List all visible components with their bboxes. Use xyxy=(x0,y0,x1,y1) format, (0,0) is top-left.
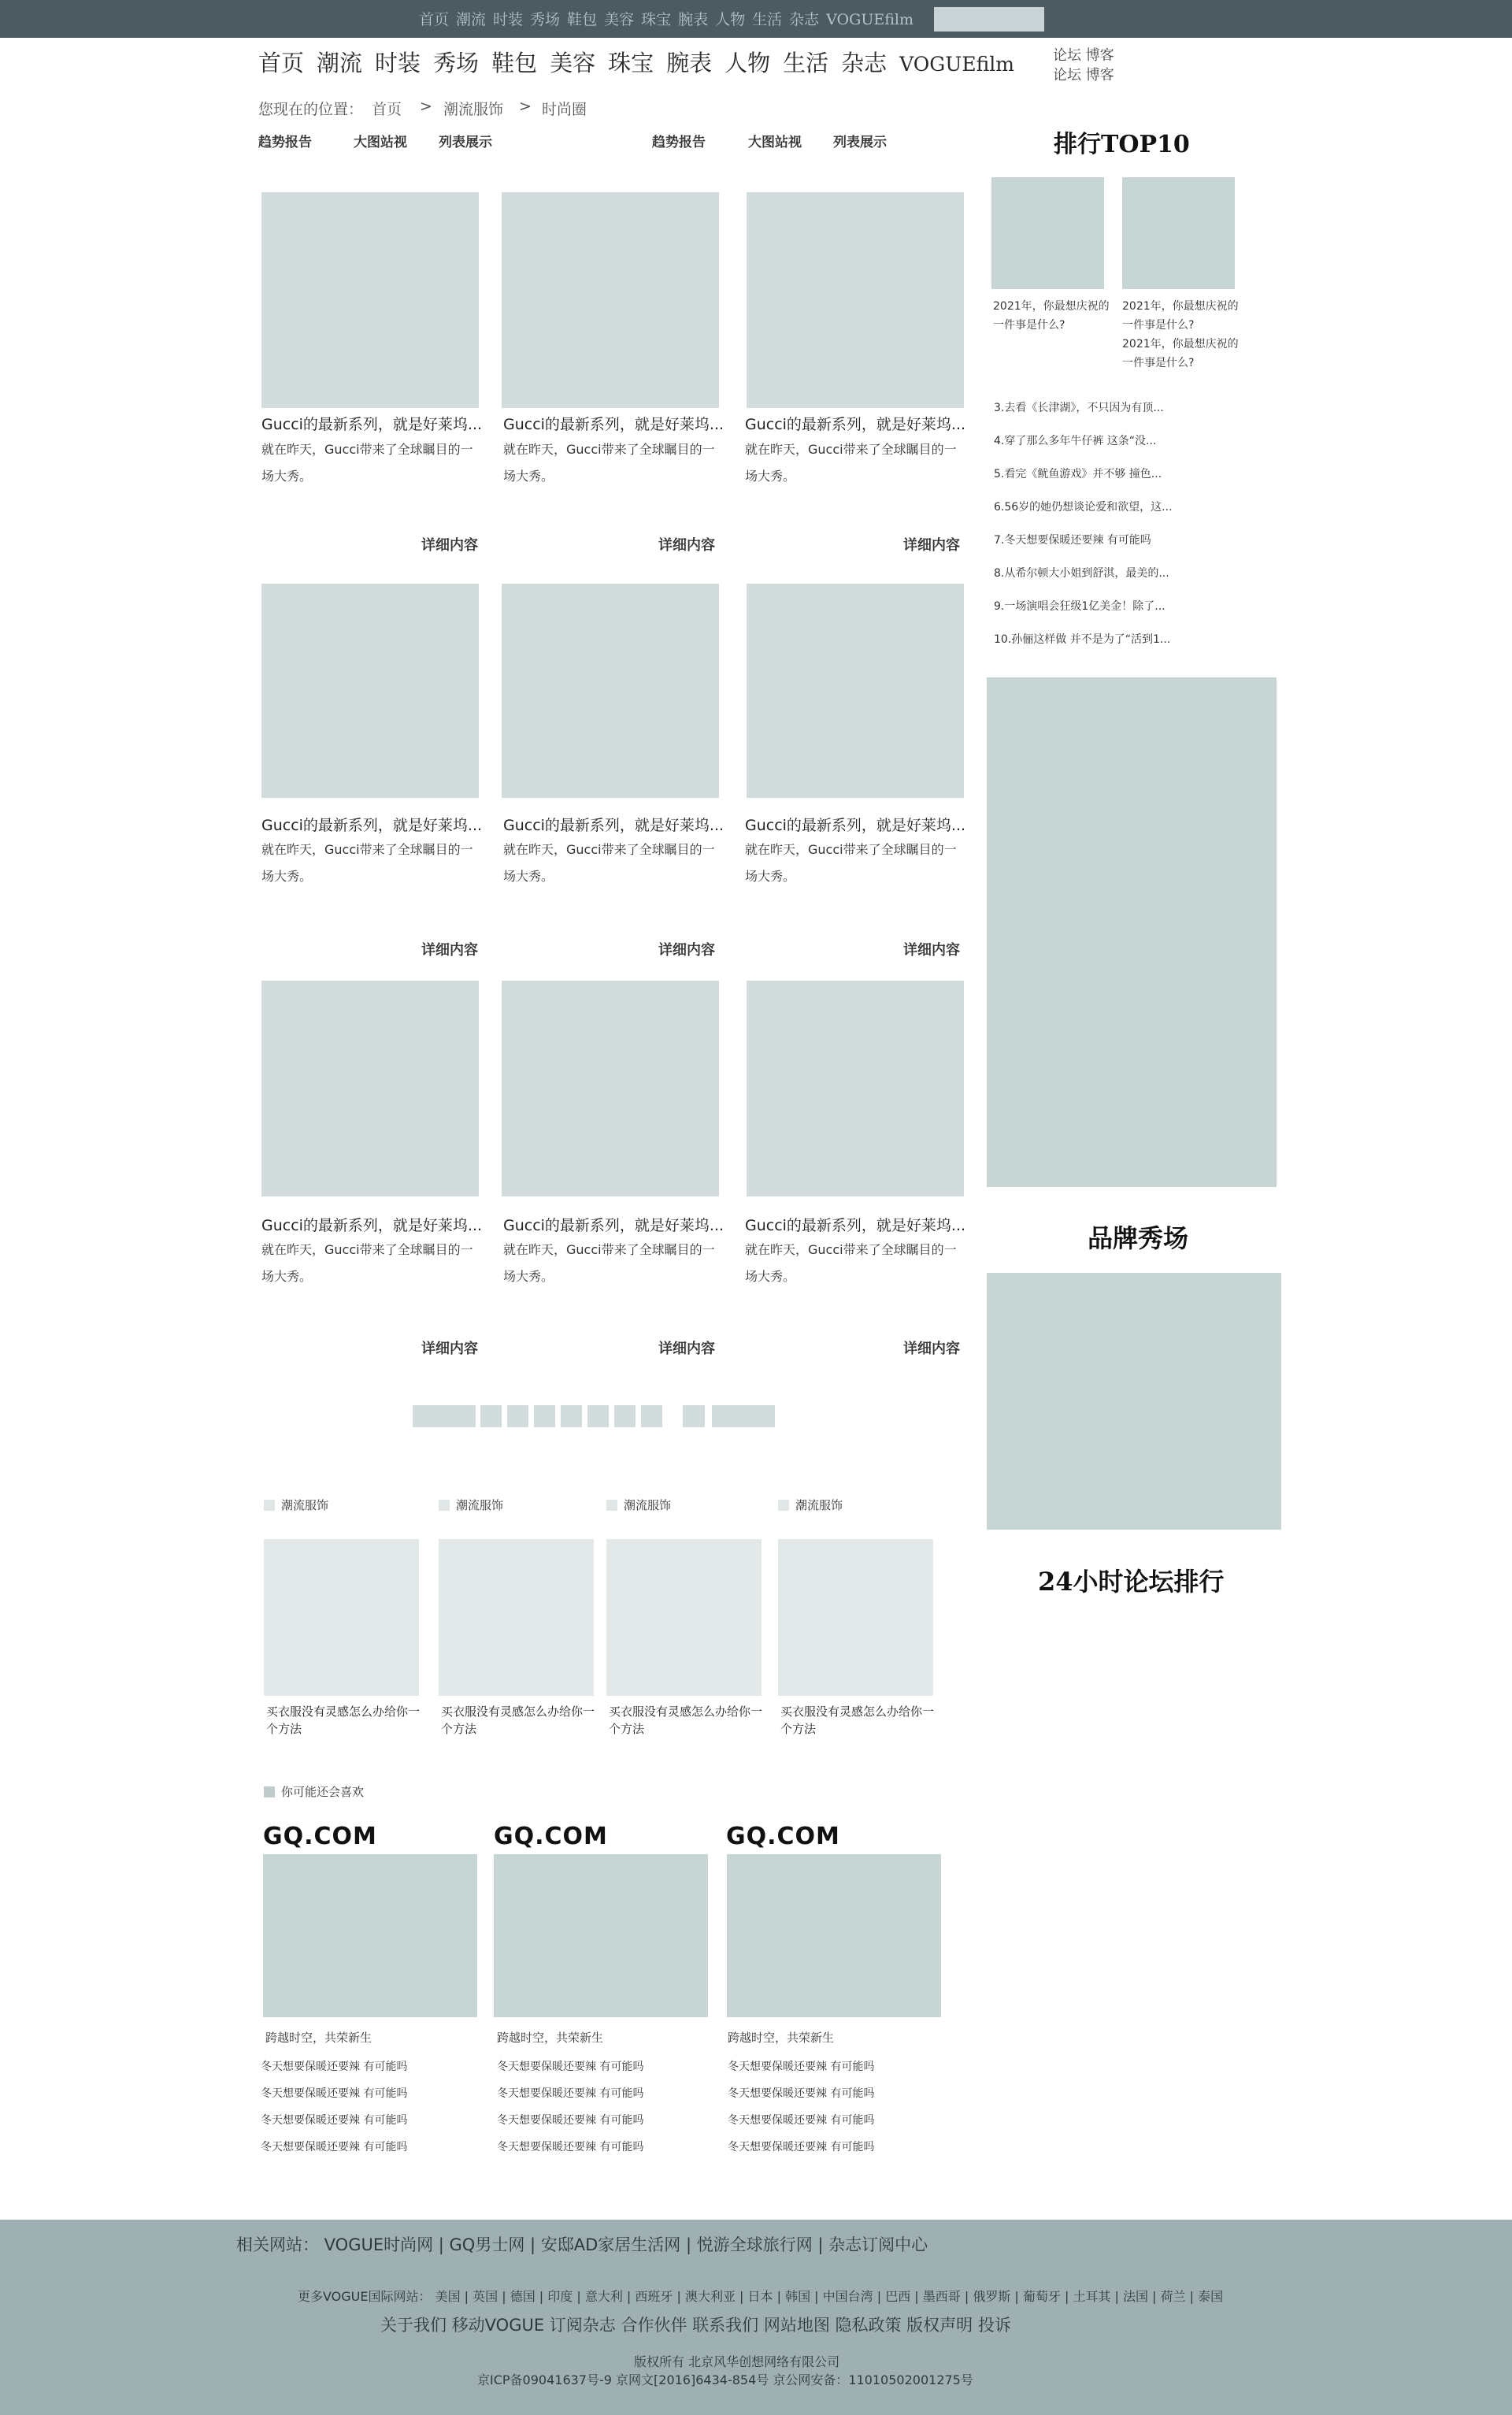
next-page-button[interactable] xyxy=(712,1405,775,1427)
article-title[interactable]: Gucci的最新系列，就是好莱坞... xyxy=(261,416,482,433)
article-image[interactable] xyxy=(502,981,719,1196)
page-number-button[interactable] xyxy=(587,1405,609,1427)
page-number-button[interactable] xyxy=(507,1405,528,1427)
details-link[interactable]: 详细内容 xyxy=(903,1341,960,1357)
details-link[interactable]: 详细内容 xyxy=(903,537,960,554)
breadcrumb-separator: > xyxy=(519,98,532,115)
breadcrumb-category[interactable]: 潮流服饰 xyxy=(443,101,504,118)
list-item[interactable]: 冬天想要保暖还要辣 有可能吗 xyxy=(261,2114,408,2127)
tag-card-title[interactable]: 买衣服没有灵感怎么办给你一个方法 xyxy=(609,1705,763,1736)
list-item[interactable]: 冬天想要保暖还要辣 有可能吗 xyxy=(261,2087,408,2100)
square-icon xyxy=(778,1500,789,1511)
top-nav xyxy=(419,8,921,29)
category-tag[interactable]: 潮流服饰 xyxy=(264,1497,328,1513)
article-title[interactable]: Gucci的最新系列，就是好莱坞... xyxy=(745,817,965,834)
nav-item-trend[interactable]: 潮流 xyxy=(317,50,363,76)
nav-item-fashion[interactable]: 时装 xyxy=(375,50,421,76)
blog-link[interactable]: 博客 xyxy=(1085,67,1114,83)
article-image[interactable] xyxy=(747,192,964,408)
top-nav-item[interactable]: 鞋包 xyxy=(567,11,598,28)
article-image[interactable] xyxy=(747,981,964,1196)
details-link[interactable]: 详细内容 xyxy=(658,537,715,554)
article-title[interactable]: Gucci的最新系列，就是好莱坞... xyxy=(261,1217,482,1234)
intl-sites[interactable]: 更多VOGUE国际网站： 美国 | 英国 | 德国 | 印度 | 意大利 | 西班牙 | 澳大利亚 | 日本 | 韩国 | 中国台湾 | 巴西 | 墨西哥 | 俄罗斯 | 葡萄牙 | 土耳其 | 法国 | 荷兰 | 泰国 xyxy=(298,2289,1224,2304)
tag-card-image[interactable] xyxy=(264,1539,419,1696)
article-desc: 就在昨天，Gucci带来了全球瞩目的一场大秀。 xyxy=(261,842,473,884)
forum-rank-heading: 24小时论坛排行 xyxy=(1038,1567,1225,1597)
list-item[interactable]: 冬天想要保暖还要辣 有可能吗 xyxy=(497,2114,644,2127)
article-desc: 就在昨天，Gucci带来了全球瞩目的一场大秀。 xyxy=(503,442,715,484)
tag-card-image[interactable] xyxy=(439,1539,594,1696)
top10-heading: 排行TOP10 xyxy=(1054,131,1190,158)
rank-item[interactable]: 9.一场演唱会狂级1亿美金！除了... xyxy=(994,600,1166,613)
nav-item-bags[interactable]: 鞋包 xyxy=(491,50,538,76)
footer-links[interactable]: 关于我们 移动VOGUE 订阅杂志 合作伙伴 联系我们 网站地图 隐私政策 版权声明 投诉 xyxy=(380,2316,1011,2335)
tab-large-image[interactable]: 大图站视 xyxy=(748,135,802,150)
article-title[interactable]: Gucci的最新系列，就是好莱坞... xyxy=(503,416,724,433)
page-number-button[interactable] xyxy=(534,1405,555,1427)
article-title[interactable]: Gucci的最新系列，就是好莱坞... xyxy=(745,1217,965,1234)
recommend-subtitle[interactable]: 跨越时空，共荣新生 xyxy=(497,2031,604,2045)
nav-item-home[interactable]: 首页 xyxy=(258,50,305,76)
top-nav-item[interactable]: 美容 xyxy=(604,11,635,28)
brand-logo[interactable]: GQ.COM xyxy=(494,1823,608,1850)
brand-show-heading: 品牌秀场 xyxy=(1088,1223,1189,1253)
rank-item[interactable]: 5.看完《鱿鱼游戏》并不够 撞色... xyxy=(994,468,1162,480)
list-item[interactable]: 冬天想要保暖还要辣 有可能吗 xyxy=(497,2061,644,2073)
top-search-box[interactable] xyxy=(934,7,1044,32)
square-icon xyxy=(439,1500,450,1511)
tab-large-image[interactable]: 大图站视 xyxy=(354,135,407,150)
related-sites[interactable]: 相关网站： VOGUE时尚网 | GQ男士网 | 安邸AD家居生活网 | 悦游全球旅行网 | 杂志订阅中心 xyxy=(236,2235,928,2254)
rank-item[interactable]: 6.56岁的她仍想谈论爱和欲望，这... xyxy=(994,501,1173,514)
top-bar xyxy=(0,0,1512,38)
article-desc: 就在昨天，Gucci带来了全球瞩目的一场大秀。 xyxy=(503,1242,715,1284)
rank-item[interactable]: 4.穿了那么多年牛仔裤 这条“没... xyxy=(994,435,1157,447)
top-rank-image[interactable] xyxy=(991,177,1104,289)
tag-card-title[interactable]: 买衣服没有灵感怎么办给你一个方法 xyxy=(441,1705,595,1736)
list-item[interactable]: 冬天想要保暖还要辣 有可能吗 xyxy=(728,2114,875,2127)
top-rank-image[interactable] xyxy=(1122,177,1235,289)
square-icon xyxy=(606,1500,617,1511)
details-link[interactable]: 详细内容 xyxy=(903,942,960,959)
top-nav-item[interactable]: 秀场 xyxy=(530,11,561,28)
recommend-list xyxy=(497,2053,643,2161)
rank-item[interactable]: 7.冬天想要保暖还要辣 有可能吗 xyxy=(994,534,1151,547)
nav-item-magazine[interactable]: 杂志 xyxy=(841,50,888,76)
nav-item-life[interactable]: 生活 xyxy=(783,50,829,76)
list-item[interactable]: 冬天想要保暖还要辣 有可能吗 xyxy=(728,2087,875,2100)
recommend-list xyxy=(261,2053,407,2161)
list-item[interactable]: 冬天想要保暖还要辣 有可能吗 xyxy=(728,2141,875,2153)
article-image[interactable] xyxy=(261,192,479,408)
tag-card-image[interactable] xyxy=(606,1539,762,1696)
list-item[interactable]: 冬天想要保暖还要辣 有可能吗 xyxy=(497,2087,644,2100)
top-rank-caption[interactable]: 2021年，你最想庆祝的一件事是什么? xyxy=(1122,300,1239,332)
page-number-button[interactable] xyxy=(614,1405,636,1427)
breadcrumb-home[interactable]: 首页 xyxy=(372,101,402,118)
brand-logo[interactable]: GQ.COM xyxy=(263,1823,377,1850)
prev-page-button[interactable] xyxy=(413,1405,476,1427)
category-tag[interactable]: 潮流服饰 xyxy=(606,1497,671,1513)
forum-blog-links-2 xyxy=(1053,64,1114,84)
page-number-button[interactable] xyxy=(641,1405,662,1427)
details-link[interactable]: 详细内容 xyxy=(658,942,715,959)
tag-card-title[interactable]: 买衣服没有灵感怎么办给你一个方法 xyxy=(780,1705,935,1736)
forum-blog-links xyxy=(1053,44,1114,65)
brand-show-image[interactable] xyxy=(987,1273,1281,1530)
recommend-subtitle[interactable]: 跨越时空，共荣新生 xyxy=(265,2031,372,2045)
tab-list-view[interactable]: 列表展示 xyxy=(833,135,887,150)
top-nav-item[interactable]: VOGUEfilm xyxy=(826,11,914,28)
article-title[interactable]: Gucci的最新系列，就是好莱坞... xyxy=(503,817,724,834)
article-image[interactable] xyxy=(502,584,719,798)
breadcrumb-label: 您现在的位置： xyxy=(258,101,364,118)
article-desc: 就在昨天，Gucci带来了全球瞩目的一场大秀。 xyxy=(745,442,957,484)
list-item[interactable]: 冬天想要保暖还要辣 有可能吗 xyxy=(497,2141,644,2153)
nav-item-film[interactable]: VOGUEfilm xyxy=(899,53,1014,76)
icp-info: 京ICP备09041637号-9 京网文[2016]6434-854号 京公网安备：11010502001275号 xyxy=(477,2372,973,2387)
top-nav-item[interactable]: 时装 xyxy=(493,11,524,28)
tab-list-view[interactable]: 列表展示 xyxy=(439,135,492,150)
copyright: 版权所有 北京风华创想网络有限公司 xyxy=(634,2354,840,2369)
article-title[interactable]: Gucci的最新系列，就是好莱坞... xyxy=(261,817,482,834)
forum-link[interactable]: 论坛 xyxy=(1053,47,1081,64)
blog-link[interactable]: 博客 xyxy=(1085,47,1114,64)
article-desc: 就在昨天，Gucci带来了全球瞩目的一场大秀。 xyxy=(261,442,473,484)
list-item[interactable]: 冬天想要保暖还要辣 有可能吗 xyxy=(261,2061,408,2073)
sidebar-ad-banner[interactable] xyxy=(987,677,1277,1187)
nav-item-people[interactable]: 人物 xyxy=(724,50,771,76)
article-desc: 就在昨天，Gucci带来了全球瞩目的一场大秀。 xyxy=(503,842,715,884)
tag-card-title[interactable]: 买衣服没有灵感怎么办给你一个方法 xyxy=(266,1705,421,1736)
recommend-image[interactable] xyxy=(727,1854,941,2017)
category-tag[interactable]: 潮流服饰 xyxy=(778,1497,843,1513)
tab-trend-report[interactable]: 趋势报告 xyxy=(652,135,706,150)
top-nav-item[interactable]: 人物 xyxy=(715,11,746,28)
details-link[interactable]: 详细内容 xyxy=(658,1341,715,1357)
breadcrumb-separator: > xyxy=(420,98,432,115)
page-number-button[interactable] xyxy=(561,1405,582,1427)
article-desc: 就在昨天，Gucci带来了全球瞩目的一场大秀。 xyxy=(745,842,957,884)
article-image[interactable] xyxy=(502,192,719,408)
details-link[interactable]: 详细内容 xyxy=(421,942,478,959)
forum-link[interactable]: 论坛 xyxy=(1053,67,1081,83)
section-label: 你可能还会喜欢 xyxy=(264,1783,364,1800)
article-desc: 就在昨天，Gucci带来了全球瞩目的一场大秀。 xyxy=(745,1242,957,1284)
list-item[interactable]: 冬天想要保暖还要辣 有可能吗 xyxy=(261,2141,408,2153)
top-nav-item[interactable]: 腕表 xyxy=(678,11,709,28)
top-rank-caption[interactable]: 2021年，你最想庆祝的一件事是什么? xyxy=(993,300,1110,332)
square-icon xyxy=(264,1500,275,1511)
article-image[interactable] xyxy=(747,584,964,798)
tab-trend-report[interactable]: 趋势报告 xyxy=(258,135,312,150)
nav-item-watch[interactable]: 腕表 xyxy=(666,50,713,76)
article-desc: 就在昨天，Gucci带来了全球瞩目的一场大秀。 xyxy=(261,1242,473,1284)
article-title[interactable]: Gucci的最新系列，就是好莱坞... xyxy=(503,1217,724,1234)
recommend-subtitle[interactable]: 跨越时空，共荣新生 xyxy=(728,2031,835,2045)
page-number-button[interactable] xyxy=(683,1405,705,1427)
article-image[interactable] xyxy=(261,981,479,1196)
recommend-list xyxy=(728,2053,874,2161)
top-nav-item[interactable]: 珠宝 xyxy=(641,11,672,28)
footer xyxy=(0,2220,1512,2415)
details-link[interactable]: 详细内容 xyxy=(421,1341,478,1357)
rank-item[interactable]: 8.从希尔顿大小姐到舒淇，最美的... xyxy=(994,567,1169,580)
top-rank-caption[interactable]: 2021年，你最想庆祝的一件事是什么? xyxy=(1122,338,1239,369)
nav-item-beauty[interactable]: 美容 xyxy=(550,50,596,76)
category-tag[interactable]: 潮流服饰 xyxy=(439,1497,503,1513)
nav-item-show[interactable]: 秀场 xyxy=(433,50,480,76)
page-number-button[interactable] xyxy=(480,1405,502,1427)
recommend-image[interactable] xyxy=(494,1854,708,2017)
top-nav-item[interactable]: 潮流 xyxy=(456,11,487,28)
list-item[interactable]: 冬天想要保暖还要辣 有可能吗 xyxy=(728,2061,875,2073)
article-title[interactable]: Gucci的最新系列，就是好莱坞... xyxy=(745,416,965,433)
rank-item[interactable]: 3.去看《长津湖》，不只因为有顶... xyxy=(994,402,1164,414)
tag-card-image[interactable] xyxy=(778,1539,933,1696)
rank-item[interactable]: 10.孙俪这样做 并不是为了“活到1... xyxy=(994,633,1171,646)
square-icon xyxy=(264,1786,275,1797)
brand-logo[interactable]: GQ.COM xyxy=(726,1823,840,1850)
main-nav xyxy=(258,46,1027,78)
top-nav-item[interactable]: 首页 xyxy=(419,11,450,28)
details-link[interactable]: 详细内容 xyxy=(421,537,478,554)
article-image[interactable] xyxy=(261,584,479,798)
recommend-image[interactable] xyxy=(263,1854,477,2017)
nav-item-jewelry[interactable]: 珠宝 xyxy=(608,50,654,76)
top-nav-item[interactable]: 杂志 xyxy=(789,11,820,28)
breadcrumb-current: 时尚圈 xyxy=(542,101,587,118)
top-nav-item[interactable]: 生活 xyxy=(752,11,783,28)
